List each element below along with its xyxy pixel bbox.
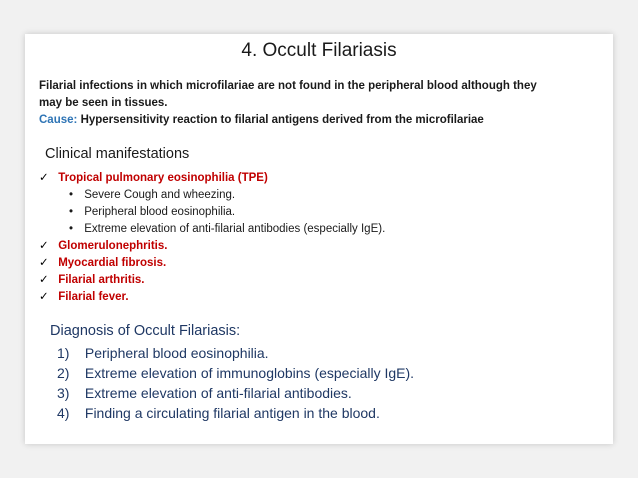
manifestation-label: Glomerulonephritis. [58, 240, 168, 252]
checkmark-icon: ✓ [39, 291, 49, 303]
manifestation-item [39, 255, 166, 271]
diagnosis-item [57, 385, 352, 401]
tpe-subitem [69, 221, 385, 237]
tpe-subitem [69, 204, 235, 220]
diagnosis-item [57, 405, 380, 421]
bullet-icon: • [69, 189, 74, 201]
checkmark-icon: ✓ [39, 240, 49, 252]
diagnosis-item [57, 365, 414, 381]
manifestation-label: Filarial arthritis. [58, 274, 145, 286]
diagnosis-text: Extreme elevation of anti-filarial antibodies. [84, 385, 352, 401]
manifestation-label: Tropical pulmonary eosinophilia (TPE) [58, 172, 268, 184]
slide-card [25, 34, 613, 444]
bullet-icon: • [69, 223, 74, 235]
manifestation-item [39, 272, 144, 288]
tpe-subitem-text: Extreme elevation of anti-filarial antibodies (especially IgE). [84, 223, 386, 235]
checkmark-icon: ✓ [39, 172, 49, 184]
slide-title: 4. Occult Filariasis [241, 40, 397, 61]
intro-line-1: Filarial infections in which microfilariae are not found in the peripheral blood although they [39, 80, 537, 92]
tpe-subitem-text: Peripheral blood eosinophilia. [84, 206, 236, 218]
diagnosis-number: 4) [57, 405, 70, 421]
manifestation-label: Filarial fever. [58, 291, 129, 303]
diagnosis-text: Peripheral blood eosinophilia. [84, 345, 269, 361]
diagnosis-text: Finding a circulating filarial antigen in the blood. [84, 405, 380, 421]
checkmark-icon: ✓ [39, 257, 49, 269]
bullet-icon: • [69, 206, 74, 218]
diagnosis-number: 2) [57, 365, 70, 381]
diagnosis-number: 1) [57, 345, 70, 361]
manifestation-item [39, 238, 167, 254]
diagnosis-heading: Diagnosis of Occult Filariasis: [50, 323, 241, 339]
manifestation-label: Myocardial fibrosis. [58, 257, 167, 269]
diagnosis-item [57, 345, 269, 361]
clinical-heading: Clinical manifestations [45, 146, 190, 162]
manifestation-item [39, 289, 129, 305]
intro-paragraph [39, 78, 599, 129]
cause-label: Cause: [39, 114, 78, 126]
diagnosis-text: Extreme elevation of immunoglobins (especially IgE). [84, 365, 415, 381]
cause-text: Hypersensitivity reaction to filarial antigens derived from the microfilariae [80, 114, 484, 126]
tpe-subitem [69, 187, 235, 203]
diagnosis-number: 3) [57, 385, 70, 401]
manifestation-item-tpe [39, 170, 268, 186]
intro-line-2: may be seen in tissues. [39, 97, 168, 109]
cause-line [39, 112, 599, 129]
tpe-subitem-text: Severe Cough and wheezing. [84, 189, 236, 201]
checkmark-icon: ✓ [39, 274, 49, 286]
